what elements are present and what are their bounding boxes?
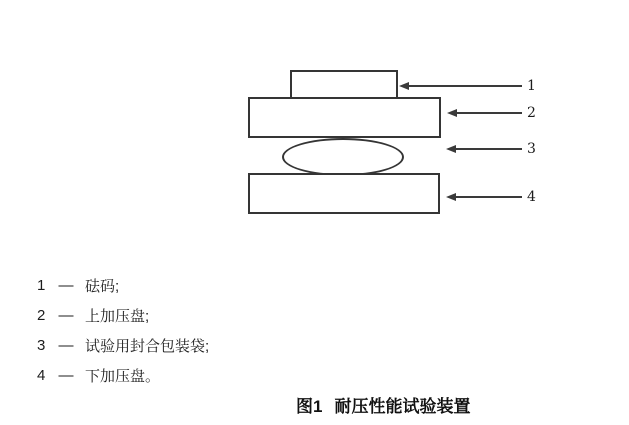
legend-item-number: 2 bbox=[37, 306, 46, 324]
legend-dash: — bbox=[58, 366, 76, 384]
legend-item-number: 1 bbox=[37, 276, 46, 294]
legend-item-label: 下加压盘。 bbox=[85, 367, 161, 385]
legend-item-lower-plate bbox=[37, 360, 209, 390]
legend-item-weight bbox=[37, 270, 209, 300]
weight-block bbox=[290, 70, 398, 99]
figure-legend bbox=[37, 270, 209, 390]
callout-line-2 bbox=[455, 112, 522, 114]
callout-number-3: 3 bbox=[527, 141, 536, 157]
figure-caption-number: 图1 bbox=[296, 397, 323, 416]
figure-caption bbox=[296, 392, 470, 417]
callout-number-1: 1 bbox=[527, 78, 536, 94]
lower-pressure-plate bbox=[248, 173, 440, 214]
legend-item-test-bag bbox=[37, 330, 209, 360]
callout-line-1 bbox=[407, 85, 522, 87]
legend-dash: — bbox=[58, 306, 76, 324]
test-package-bag bbox=[282, 138, 404, 176]
callout-line-3 bbox=[454, 148, 522, 150]
legend-item-number: 3 bbox=[37, 336, 46, 354]
legend-item-upper-plate bbox=[37, 300, 209, 330]
legend-item-number: 4 bbox=[37, 366, 46, 384]
callout-number-4: 4 bbox=[527, 189, 536, 205]
legend-item-label: 试验用封合包装袋; bbox=[85, 337, 210, 355]
callout-number-2: 2 bbox=[527, 105, 536, 121]
legend-item-label: 上加压盘; bbox=[85, 307, 150, 325]
legend-dash: — bbox=[58, 276, 76, 294]
figure-caption-title: 耐压性能试验装置 bbox=[334, 397, 471, 416]
legend-item-label: 砝码; bbox=[85, 277, 120, 295]
callout-line-4 bbox=[454, 196, 522, 198]
legend-dash: — bbox=[58, 336, 76, 354]
upper-pressure-plate bbox=[248, 97, 441, 138]
